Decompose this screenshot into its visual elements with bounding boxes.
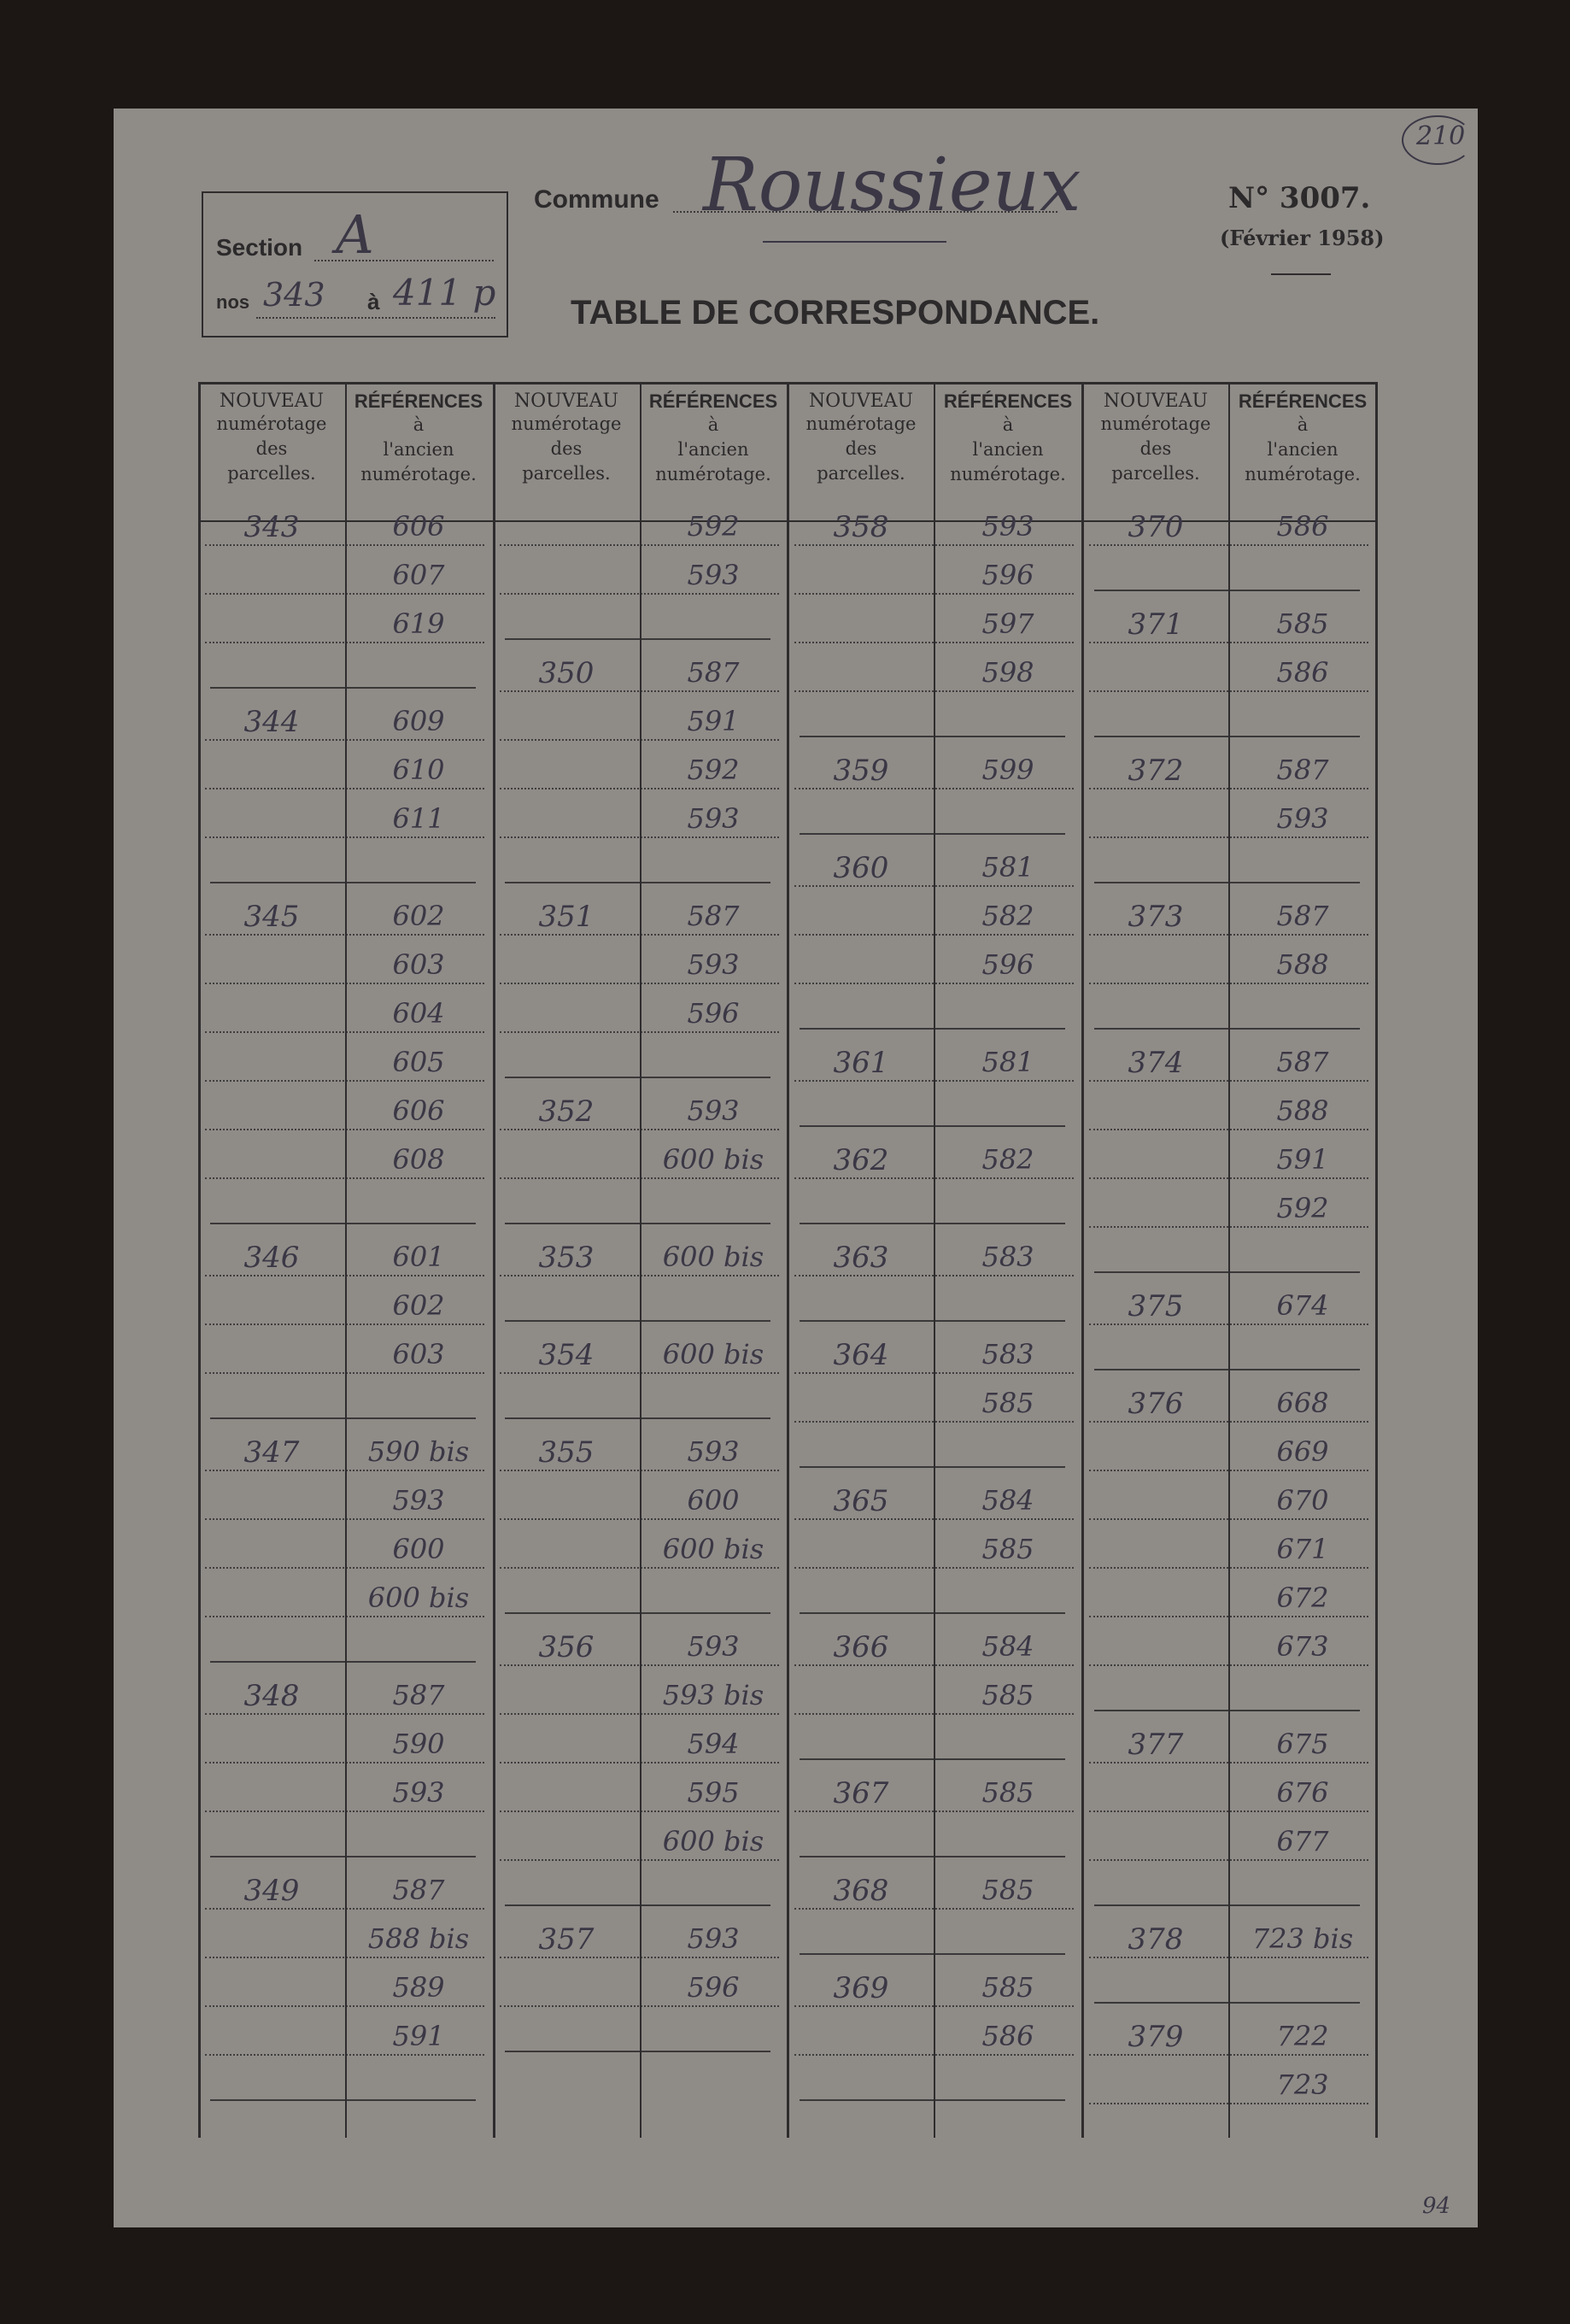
- new-parcel-number: 367: [833, 1776, 889, 1810]
- old-reference-number: 593: [392, 1776, 445, 1809]
- old-reference-number: 590: [392, 1728, 445, 1760]
- header-new-numbering: [495, 390, 638, 519]
- old-reference-number: 599: [981, 754, 1034, 786]
- column-rule: [1081, 382, 1084, 2138]
- new-parcel-number: 371: [1128, 607, 1184, 642]
- entry-separator: [210, 2099, 476, 2101]
- new-parcel-number: 350: [538, 656, 595, 690]
- column-rule: [198, 382, 201, 2138]
- corner-note: 210: [1416, 121, 1466, 151]
- new-parcel-number: 376: [1128, 1387, 1184, 1421]
- old-reference-number: 587: [687, 656, 740, 689]
- new-parcel-number: 361: [833, 1046, 889, 1080]
- header-ref-line: l'ancien: [1267, 439, 1339, 460]
- entry-separator: [800, 1223, 1065, 1224]
- old-reference-number: 670: [1276, 1484, 1329, 1517]
- new-parcel-number: 365: [833, 1484, 889, 1518]
- page-note: 94: [1422, 2193, 1451, 2219]
- header-new-line: numérotage: [216, 414, 327, 434]
- old-reference-number: 602: [392, 900, 445, 932]
- header-new-line: des: [550, 438, 583, 459]
- header-new-numbering: [789, 390, 933, 519]
- header-new-numbering: [200, 390, 343, 519]
- old-reference-number: 587: [1276, 1046, 1329, 1078]
- commune-name: Roussieux: [703, 143, 1081, 228]
- new-parcel-number: 345: [243, 900, 300, 934]
- header-ref-line: RÉFÉRENCES: [943, 390, 1073, 412]
- header-ref-line: RÉFÉRENCES: [1238, 390, 1368, 412]
- header-old-references: [641, 390, 785, 519]
- page-title: TABLE DE CORRESPONDANCE.: [571, 294, 1100, 332]
- new-parcel-number: 379: [1128, 2020, 1184, 2054]
- old-reference-number: 600: [687, 1484, 740, 1517]
- commune-label: Commune: [534, 185, 659, 214]
- column-rule: [787, 382, 789, 2138]
- old-reference-number: 592: [1276, 1192, 1329, 1224]
- entry-separator: [800, 736, 1065, 737]
- old-reference-number: 587: [687, 900, 740, 932]
- old-reference-number: 593: [687, 1922, 740, 1955]
- document-date: (Février 1958): [1220, 226, 1385, 250]
- old-reference-number: 723 bis: [1251, 1922, 1354, 1955]
- entry-separator: [210, 687, 476, 689]
- old-reference-number: 593: [687, 802, 740, 835]
- entry-separator: [800, 1466, 1065, 1468]
- old-reference-number: 588: [1276, 1095, 1329, 1127]
- old-reference-number: 671: [1276, 1533, 1329, 1565]
- old-reference-number: 610: [392, 754, 445, 786]
- column-rule: [934, 382, 935, 2138]
- corner-note-circle: [1402, 115, 1473, 165]
- header-new-line: parcelles.: [817, 463, 905, 484]
- old-reference-number: 588: [1276, 948, 1329, 981]
- new-parcel-number: 363: [833, 1241, 889, 1275]
- old-reference-number: 590 bis: [367, 1435, 470, 1468]
- header-ref-line: l'ancien: [677, 439, 749, 460]
- old-reference-number: 676: [1276, 1776, 1329, 1809]
- header-old-references: [936, 390, 1080, 519]
- new-parcel-number: 366: [833, 1630, 889, 1664]
- old-reference-number: 600 bis: [662, 1241, 764, 1273]
- old-reference-number: 585: [981, 1971, 1034, 2004]
- entry-separator: [505, 1904, 770, 1906]
- entry-separator: [1094, 1710, 1360, 1711]
- old-reference-number: 609: [392, 705, 445, 737]
- old-reference-number: 593: [981, 510, 1034, 543]
- old-reference-number: 593: [392, 1484, 445, 1517]
- old-reference-number: 582: [981, 1143, 1034, 1176]
- header-new-line: des: [1139, 438, 1172, 459]
- old-reference-number: 600 bis: [367, 1582, 470, 1614]
- header-old-references: [1231, 390, 1374, 519]
- header-new-line: numérotage: [1100, 414, 1211, 434]
- new-parcel-number: 354: [538, 1338, 595, 1372]
- entry-separator: [1094, 736, 1360, 737]
- old-reference-number: 603: [392, 948, 445, 981]
- new-parcel-number: 352: [538, 1095, 595, 1129]
- record-sheet: [114, 109, 1478, 2227]
- old-reference-number: 583: [981, 1338, 1034, 1370]
- new-parcel-number: 375: [1128, 1289, 1184, 1323]
- old-reference-number: 602: [392, 1289, 445, 1322]
- header-ref-line: l'ancien: [972, 439, 1044, 460]
- column-rule: [345, 382, 347, 2138]
- entry-separator: [505, 882, 770, 883]
- old-reference-number: 619: [392, 607, 445, 640]
- old-reference-number: 587: [392, 1679, 445, 1711]
- new-parcel-number: 353: [538, 1241, 595, 1275]
- entry-separator: [1094, 882, 1360, 883]
- entry-separator: [1094, 1271, 1360, 1273]
- header-ref-line: numérotage.: [1245, 464, 1361, 484]
- old-reference-number: 592: [687, 510, 740, 543]
- header-ref-line: à: [413, 414, 425, 435]
- old-reference-number: 723: [1276, 2069, 1329, 2101]
- entry-separator: [505, 2051, 770, 2052]
- old-reference-number: 586: [1276, 510, 1329, 543]
- new-parcel-number: 343: [243, 510, 300, 544]
- header-new-line: NOUVEAU: [219, 390, 325, 412]
- old-reference-number: 600 bis: [662, 1338, 764, 1370]
- entry-separator: [800, 2099, 1065, 2101]
- old-reference-number: 584: [981, 1630, 1034, 1663]
- old-reference-number: 606: [392, 1095, 445, 1127]
- column-rule: [1375, 382, 1378, 2138]
- new-parcel-number: 370: [1128, 510, 1184, 544]
- header-ref-line: RÉFÉRENCES: [648, 390, 778, 412]
- nos-label: nos: [216, 291, 250, 313]
- old-reference-number: 585: [981, 1533, 1034, 1565]
- new-parcel-number: 359: [833, 754, 889, 788]
- new-parcel-number: 349: [243, 1874, 300, 1908]
- entry-separator: [210, 1417, 476, 1419]
- header-new-line: NOUVEAU: [513, 390, 619, 412]
- old-reference-number: 589: [392, 1971, 445, 2004]
- header-new-numbering: [1084, 390, 1227, 519]
- entry-separator: [210, 882, 476, 883]
- old-reference-number: 600 bis: [662, 1825, 764, 1857]
- old-reference-number: 593: [1276, 802, 1329, 835]
- new-parcel-number: 368: [833, 1874, 889, 1908]
- old-reference-number: 674: [1276, 1289, 1329, 1322]
- new-parcel-number: 346: [243, 1241, 300, 1275]
- entry-separator: [800, 1953, 1065, 1955]
- old-reference-number: 601: [392, 1241, 445, 1273]
- old-reference-number: 596: [981, 948, 1034, 981]
- old-reference-number: 587: [1276, 754, 1329, 786]
- section-to: 411 p: [393, 272, 496, 314]
- entry-separator: [210, 1223, 476, 1224]
- old-reference-number: 593 bis: [662, 1679, 764, 1711]
- old-reference-number: 587: [392, 1874, 445, 1906]
- new-parcel-number: 348: [243, 1679, 300, 1713]
- old-reference-number: 607: [392, 559, 445, 591]
- old-reference-number: 593: [687, 1095, 740, 1127]
- entry-separator: [1094, 590, 1360, 591]
- header-ref-line: numérotage.: [950, 464, 1066, 484]
- old-reference-number: 593: [687, 559, 740, 591]
- old-reference-number: 592: [687, 754, 740, 786]
- old-reference-number: 596: [981, 559, 1034, 591]
- old-reference-number: 722: [1276, 2020, 1329, 2052]
- old-reference-number: 594: [687, 1728, 740, 1760]
- old-reference-number: 591: [687, 705, 740, 737]
- old-reference-number: 596: [687, 1971, 740, 2004]
- old-reference-number: 675: [1276, 1728, 1329, 1760]
- new-parcel-number: 374: [1128, 1046, 1184, 1080]
- entry-separator: [800, 833, 1065, 835]
- entry-separator: [800, 1028, 1065, 1030]
- new-parcel-number: 357: [538, 1922, 595, 1957]
- section-from: 343: [263, 276, 325, 314]
- commune-dotline: [673, 211, 1057, 213]
- old-reference-number: 581: [981, 851, 1034, 883]
- old-reference-number: 668: [1276, 1387, 1329, 1419]
- old-reference-number: 672: [1276, 1582, 1329, 1614]
- header-new-line: numérotage: [511, 414, 622, 434]
- old-reference-number: 611: [392, 802, 445, 835]
- old-reference-number: 604: [392, 997, 445, 1030]
- old-reference-number: 593: [687, 1630, 740, 1663]
- nos-dotline: [256, 317, 495, 319]
- old-reference-number: 606: [392, 510, 445, 543]
- entry-separator: [210, 1856, 476, 1857]
- new-parcel-number: 355: [538, 1435, 595, 1470]
- entry-separator: [800, 1125, 1065, 1127]
- old-reference-number: 595: [687, 1776, 740, 1809]
- new-parcel-number: 351: [538, 900, 595, 934]
- entry-separator: [505, 1417, 770, 1419]
- old-reference-number: 588 bis: [367, 1922, 470, 1955]
- old-reference-number: 585: [981, 1679, 1034, 1711]
- new-parcel-number: 377: [1128, 1728, 1184, 1762]
- new-parcel-number: 373: [1128, 900, 1184, 934]
- header-new-line: NOUVEAU: [1103, 390, 1209, 412]
- header-new-line: NOUVEAU: [808, 390, 914, 412]
- old-reference-number: 582: [981, 900, 1034, 932]
- entry-separator: [1094, 1369, 1360, 1370]
- old-reference-number: 585: [981, 1776, 1034, 1809]
- entry-separator: [505, 1612, 770, 1614]
- new-parcel-number: 347: [243, 1435, 300, 1470]
- old-reference-number: 596: [687, 997, 740, 1030]
- new-parcel-number: 356: [538, 1630, 595, 1664]
- column-rule: [640, 382, 641, 2138]
- entry-separator: [210, 1661, 476, 1663]
- header-old-references: [347, 390, 490, 519]
- entry-separator: [800, 1758, 1065, 1760]
- entry-separator: [505, 1320, 770, 1322]
- old-reference-number: 605: [392, 1046, 445, 1078]
- old-reference-number: 584: [981, 1484, 1034, 1517]
- new-parcel-number: 369: [833, 1971, 889, 2005]
- old-reference-number: 585: [981, 1387, 1034, 1419]
- old-reference-number: 597: [981, 607, 1034, 640]
- old-reference-number: 677: [1276, 1825, 1329, 1857]
- old-reference-number: 586: [981, 2020, 1034, 2052]
- header-new-line: parcelles.: [1111, 463, 1200, 484]
- entry-separator: [505, 638, 770, 640]
- old-reference-number: 591: [1276, 1143, 1329, 1176]
- old-reference-number: 673: [1276, 1630, 1329, 1663]
- header-new-line: des: [255, 438, 288, 459]
- old-reference-number: 586: [1276, 656, 1329, 689]
- header-ref-line: à: [1002, 414, 1014, 435]
- old-reference-number: 591: [392, 2020, 445, 2052]
- column-rule: [493, 382, 495, 2138]
- section-to-label: à: [367, 289, 380, 314]
- old-reference-number: 585: [981, 1874, 1034, 1906]
- entry-separator: [800, 1856, 1065, 1857]
- header-ref-line: numérotage.: [360, 464, 477, 484]
- new-parcel-number: 344: [243, 705, 300, 739]
- date-rule: [1271, 273, 1331, 275]
- header-new-line: parcelles.: [227, 463, 316, 484]
- header-ref-line: à: [1297, 414, 1309, 435]
- header-ref-line: RÉFÉRENCES: [354, 390, 483, 412]
- section-letter: A: [336, 203, 374, 266]
- document-number: N° 3007.: [1228, 181, 1371, 215]
- entry-separator: [800, 1612, 1065, 1614]
- header-new-line: parcelles.: [522, 463, 611, 484]
- header-new-line: des: [845, 438, 877, 459]
- new-parcel-number: 372: [1128, 754, 1184, 788]
- old-reference-number: 585: [1276, 607, 1329, 640]
- header-ref-line: à: [707, 414, 719, 435]
- section-box: [202, 191, 508, 337]
- section-dotline: [314, 260, 494, 261]
- old-reference-number: 600: [392, 1533, 445, 1565]
- header-ref-line: numérotage.: [655, 464, 771, 484]
- old-reference-number: 598: [981, 656, 1034, 689]
- entry-separator: [505, 1223, 770, 1224]
- old-reference-number: 593: [687, 948, 740, 981]
- entry-separator: [800, 1320, 1065, 1322]
- entry-separator: [1094, 2002, 1360, 2004]
- old-reference-number: 600 bis: [662, 1143, 764, 1176]
- old-reference-number: 669: [1276, 1435, 1329, 1468]
- old-reference-number: 603: [392, 1338, 445, 1370]
- entry-separator: [505, 1077, 770, 1078]
- old-reference-number: 600 bis: [662, 1533, 764, 1565]
- old-reference-number: 583: [981, 1241, 1034, 1273]
- new-parcel-number: 360: [833, 851, 889, 885]
- old-reference-number: 581: [981, 1046, 1034, 1078]
- new-parcel-number: 378: [1128, 1922, 1184, 1957]
- new-parcel-number: 362: [833, 1143, 889, 1177]
- section-label: Section: [216, 234, 303, 261]
- header-new-line: numérotage: [806, 414, 917, 434]
- commune-underline: [763, 241, 946, 243]
- new-parcel-number: 358: [833, 510, 889, 544]
- old-reference-number: 587: [1276, 900, 1329, 932]
- old-reference-number: 593: [687, 1435, 740, 1468]
- column-rule: [1228, 382, 1230, 2138]
- old-reference-number: 608: [392, 1143, 445, 1176]
- correspondence-table: [198, 382, 1377, 2138]
- header-ref-line: l'ancien: [383, 439, 454, 460]
- new-parcel-number: 364: [833, 1338, 889, 1372]
- entry-separator: [1094, 1028, 1360, 1030]
- entry-separator: [1094, 1904, 1360, 1906]
